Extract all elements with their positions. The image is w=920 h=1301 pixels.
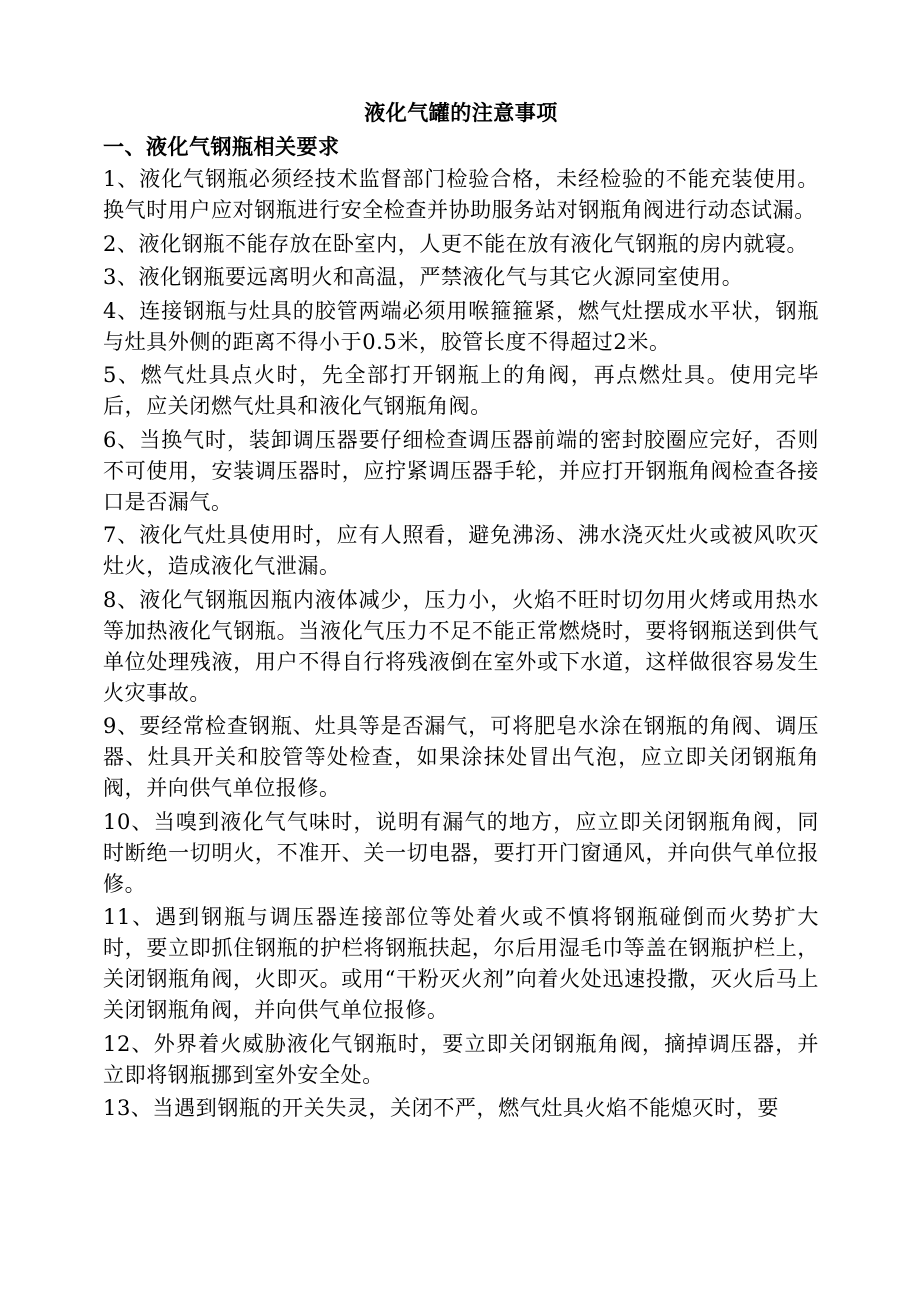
- list-item: 6、当换气时，装卸调压器要仔细检查调压器前端的密封胶圈应完好，否则不可使用，安装调压器时，应拧紧调压器手轮，并应打开钢瓶角阀检查各接口是否漏气。: [103, 427, 819, 514]
- list-item: 3、液化钢瓶要远离明火和高温，严禁液化气与其它火源同室使用。: [103, 265, 744, 289]
- document-page: [103, 96, 819, 1127]
- list-item: 8、液化气钢瓶因瓶内液体减少，压力小，火焰不旺时切勿用火烤或用热水等加热液化气钢瓶。当液化气压力不足不能正常燃烧时，要将钢瓶送到供气单位处理残液，用户不得自行将残液倒在室外或下水道，这样做很容易发生火灾事故。: [103, 587, 819, 705]
- list-item: 9、要经常检查钢瓶、灶具等是否漏气，可将肥皂水涂在钢瓶的角阀、调压器、灶具开关和胶管等处检查，如果涂抹处冒出气泡，应立即关闭钢瓶角阀，并向供气单位报修。: [103, 714, 819, 800]
- section-heading: 一、液化气钢瓶相关要求: [103, 134, 340, 159]
- list-item: 7、液化气灶具使用时，应有人照看，避免沸汤、沸水浇灭灶火或被风吹灭灶火，造成液化气泄漏。: [103, 523, 819, 578]
- list-item: 1、液化气钢瓶必须经技术监督部门检验合格，未经检验的不能充装使用。换气时用户应对钢瓶进行安全检查并协助服务站对钢瓶角阀进行动态试漏。: [103, 167, 819, 222]
- list-item: 2、液化钢瓶不能存放在卧室内，人更不能在放有液化气钢瓶的房内就寝。: [103, 231, 809, 256]
- list-item: 12、外界着火威胁液化气钢瓶时，要立即关闭钢瓶角阀，摘掉调压器，并立即将钢瓶挪到室外安全处。: [103, 1031, 819, 1087]
- list-item: 10、当嗅到液化气气味时，说明有漏气的地方，应立即关闭钢瓶角阀，同时断绝一切明火，不准开、关一切电器，要打开门窗通风，并向供气单位报修。: [103, 809, 819, 896]
- document-title: 液化气罐的注意事项: [364, 100, 558, 125]
- list-item: 11、遇到钢瓶与调压器连接部位等处着火或不慎将钢瓶碰倒而火势扩大时，要立即抓住钢瓶的护栏将钢瓶扶起，尔后用湿毛巾等盖在钢瓶护栏上，关闭钢瓶角阀，火即灭。或用“干粉灭火剂”向着火处迅速投撒，灭火后马上关闭钢瓶角阀，并向供气单位报修。: [103, 905, 819, 1022]
- list-item: 4、连接钢瓶与灶具的胶管两端必须用喉箍箍紧，燃气灶摆成水平状，钢瓶与灶具外侧的距离不得小于0.5米，胶管长度不得超过2米。: [103, 298, 819, 354]
- list-item: 5、燃气灶具点火时，先全部打开钢瓶上的角阀，再点燃灶具。使用完毕后，应关闭燃气灶具和液化气钢瓶角阀。: [103, 363, 819, 418]
- list-item: 13、当遇到钢瓶的开关失灵，关闭不严，燃气灶具火焰不能熄灭时，要: [103, 1096, 779, 1120]
